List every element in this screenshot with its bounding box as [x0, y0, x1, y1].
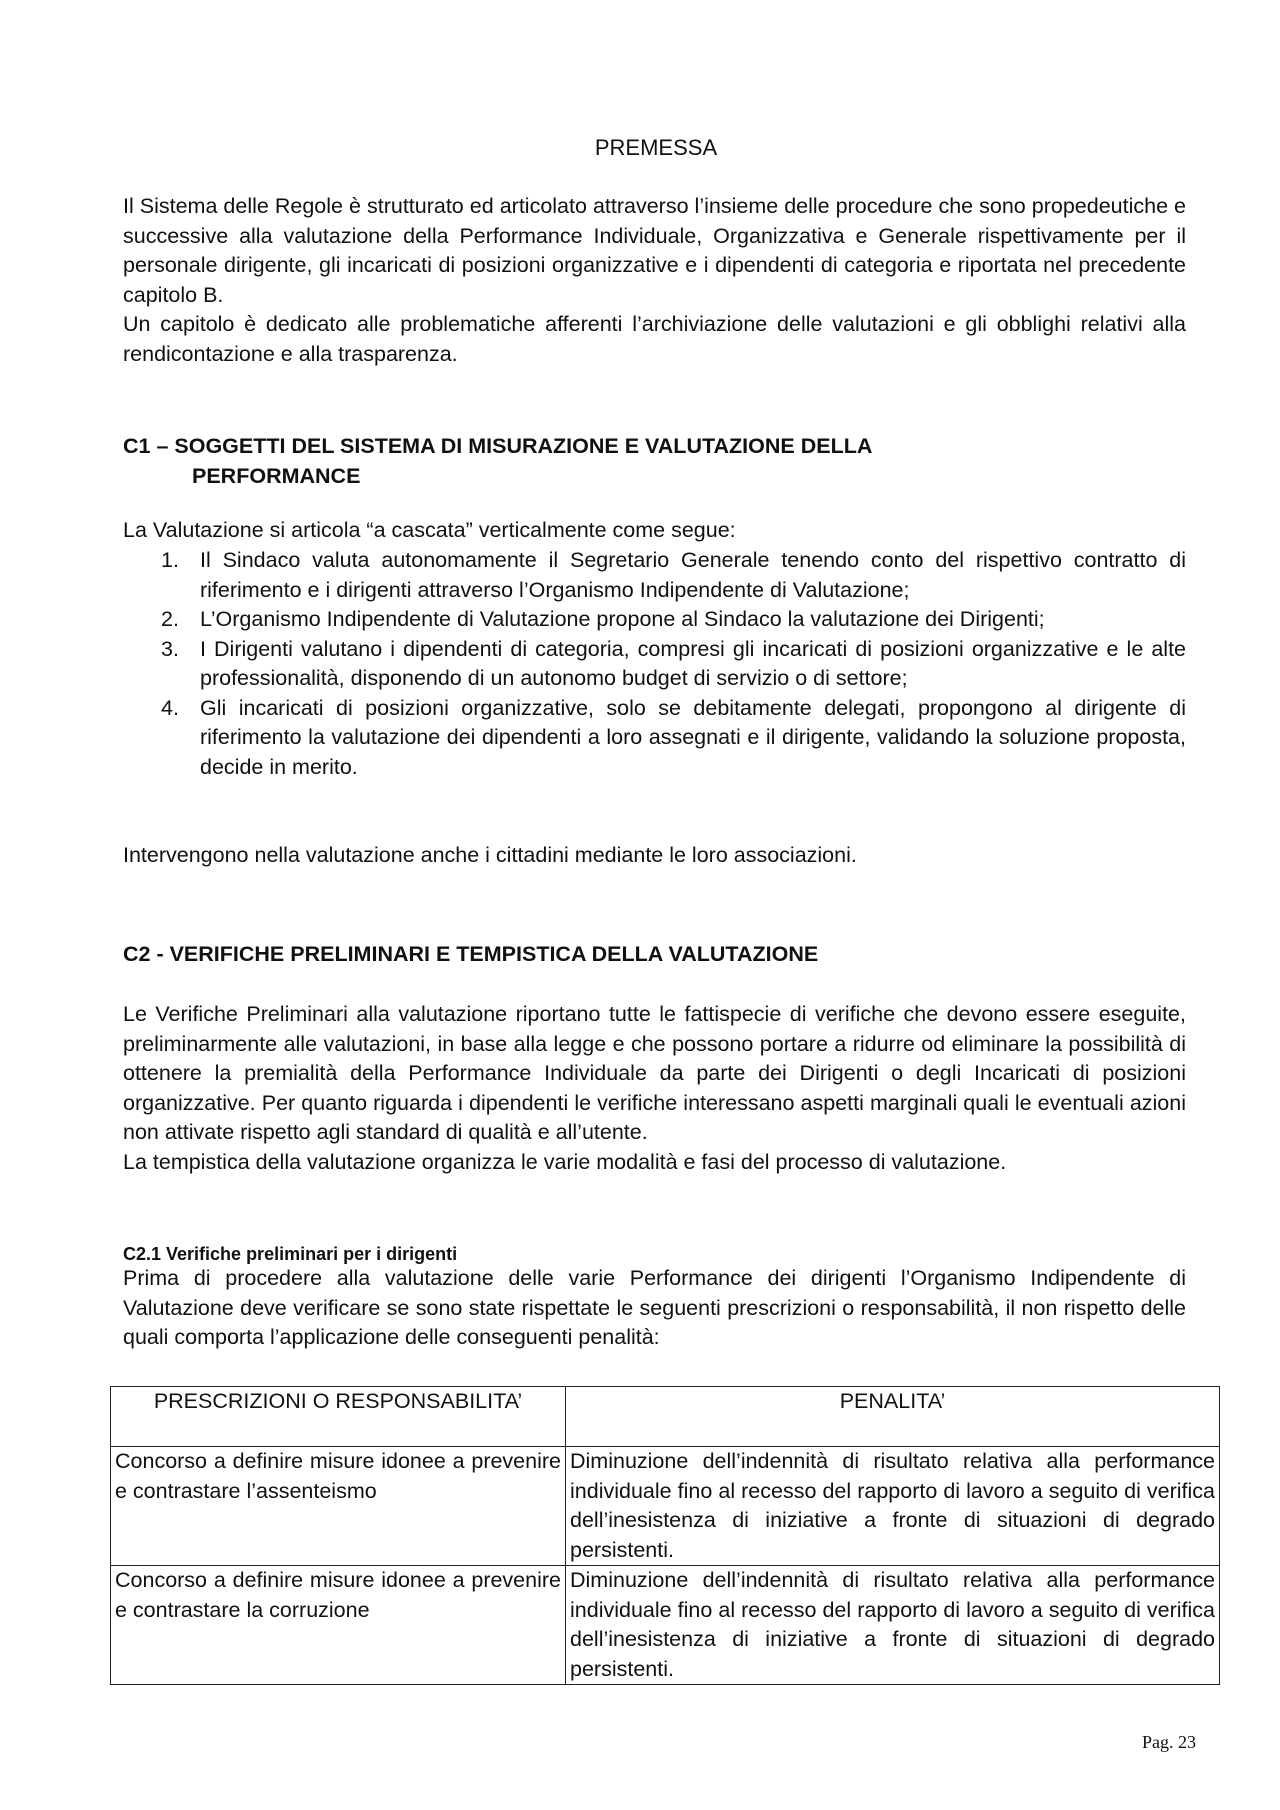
table-header-row [111, 1387, 1220, 1447]
c2-paragraph: La tempistica della valutazione organizza le varie modalità e fasi del processo di valutazione. [123, 1149, 1007, 1174]
penalties-table [110, 1386, 1220, 1685]
list-item [123, 605, 1186, 635]
list-number: 4. [161, 695, 179, 720]
subsection-heading-c2-1: C2.1 Verifiche preliminari per i dirigenti [123, 1244, 458, 1264]
column-header-penalita: PENALITA’ [566, 1387, 1220, 1447]
table-cell-prescrizione: Concorso a definire misure idonee a prevenire e contrastare l’assenteismo [111, 1447, 566, 1566]
premessa-paragraph: Un capitolo è dedicato alle problematiche afferenti l’archiviazione delle valutazioni e gli obblighi relativi alla rendicontazione e alla trasparenza. [123, 312, 1186, 366]
c1-intro: La Valutazione si articola “a cascata” verticalmente come segue: [123, 518, 736, 542]
table-cell-prescrizione: Concorso a definire misure idonee a prevenire e contrastare la corruzione [111, 1566, 566, 1685]
list-text: Gli incaricati di posizioni organizzative, solo se debitamente delegati, propongono al dirigente di riferimento la valutazione dei dipendenti a loro assegnati e il dirigente, validando la soluzione proposta, decide in merito. [200, 695, 1186, 779]
evaluation-cascade-list [123, 546, 1186, 782]
page-number: Pag. 23 [1142, 1732, 1196, 1752]
section-title-premessa: PREMESSA [594, 135, 718, 160]
heading-line: PERFORMANCE [192, 463, 361, 488]
table-row [111, 1566, 1220, 1685]
section-heading-c2: C2 - VERIFICHE PRELIMINARI E TEMPISTICA DELLA VALUTAZIONE [123, 942, 819, 966]
c1-closing: Intervengono nella valutazione anche i cittadini mediante le loro associazioni. [123, 843, 857, 867]
premessa-paragraph: Il Sistema delle Regole è strutturato ed articolato attraverso l’insieme delle procedure che sono propedeutiche e successive alla valutazione della Performance Individuale, Organizzativa e Generale rispettivamente per il personale dirigente, gli incaricati di posizioni organizzative e i dipendenti di categoria e riportata nel precedente capitolo B. [123, 194, 1186, 307]
list-number: 3. [161, 636, 179, 661]
list-text: Il Sindaco valuta autonomamente il Segretario Generale tenendo conto del rispettivo contratto di riferimento e i dirigenti attraverso l’Organismo Indipendente di Valutazione; [200, 548, 1186, 602]
c2-1-paragraph: Prima di procedere alla valutazione delle varie Performance dei dirigenti l’Organismo Indipendente di Valutazione deve verificare se sono state rispettate le seguenti prescrizioni o responsabilità, il non rispetto delle quali comporta l’applicazione delle conseguenti penalità: [123, 1266, 1186, 1349]
column-header-prescrizioni: PRESCRIZIONI O RESPONSABILITA’ [111, 1387, 566, 1447]
table-cell-penalita: Diminuzione dell’indennità di risultato relativa alla performance individuale fino al recesso del rapporto di lavoro a seguito di verifica dell’inesistenza di iniziative a fronte di situazioni di degrado persistenti. [566, 1566, 1220, 1685]
list-item [123, 694, 1186, 783]
premessa-body [123, 192, 1186, 369]
list-number: 2. [161, 607, 179, 631]
heading-line: C1 – SOGGETTI DEL SISTEMA DI MISURAZIONE E VALUTAZIONE DELLA [123, 434, 873, 458]
section-heading-c1 [123, 432, 872, 491]
c2-paragraph: Le Verifiche Preliminari alla valutazione riportano tutte le fattispecie di verifiche che devono essere eseguite, preliminarmente alle valutazioni, in base alla legge e che possono portare a ridurre od eliminare la possibilità di ottenere la premialità della Performance Individuale da parte dei Dirigenti o degli Incaricati di posizioni organizzative. Per quanto riguarda i dipendenti le verifiche interessano aspetti marginali quali le eventuali azioni non attivate rispetto agli standard di qualità e all’utente. [123, 1002, 1186, 1144]
c2-body [123, 1000, 1186, 1177]
list-item [123, 546, 1186, 605]
list-item [123, 635, 1186, 694]
list-text: L’Organismo Indipendente di Valutazione propone al Sindaco la valutazione dei Dirigenti; [200, 607, 1045, 631]
table-cell-penalita: Diminuzione dell’indennità di risultato relativa alla performance individuale fino al recesso del rapporto di lavoro a seguito di verifica dell’inesistenza di iniziative a fronte di situazioni di degrado persistenti. [566, 1447, 1220, 1566]
list-number: 1. [161, 548, 179, 572]
list-text: I Dirigenti valutano i dipendenti di categoria, compresi gli incaricati di posizioni organizzative e le alte professionalità, disponendo di un autonomo budget di servizio o di settore; [200, 636, 1186, 690]
table-row [111, 1447, 1220, 1566]
